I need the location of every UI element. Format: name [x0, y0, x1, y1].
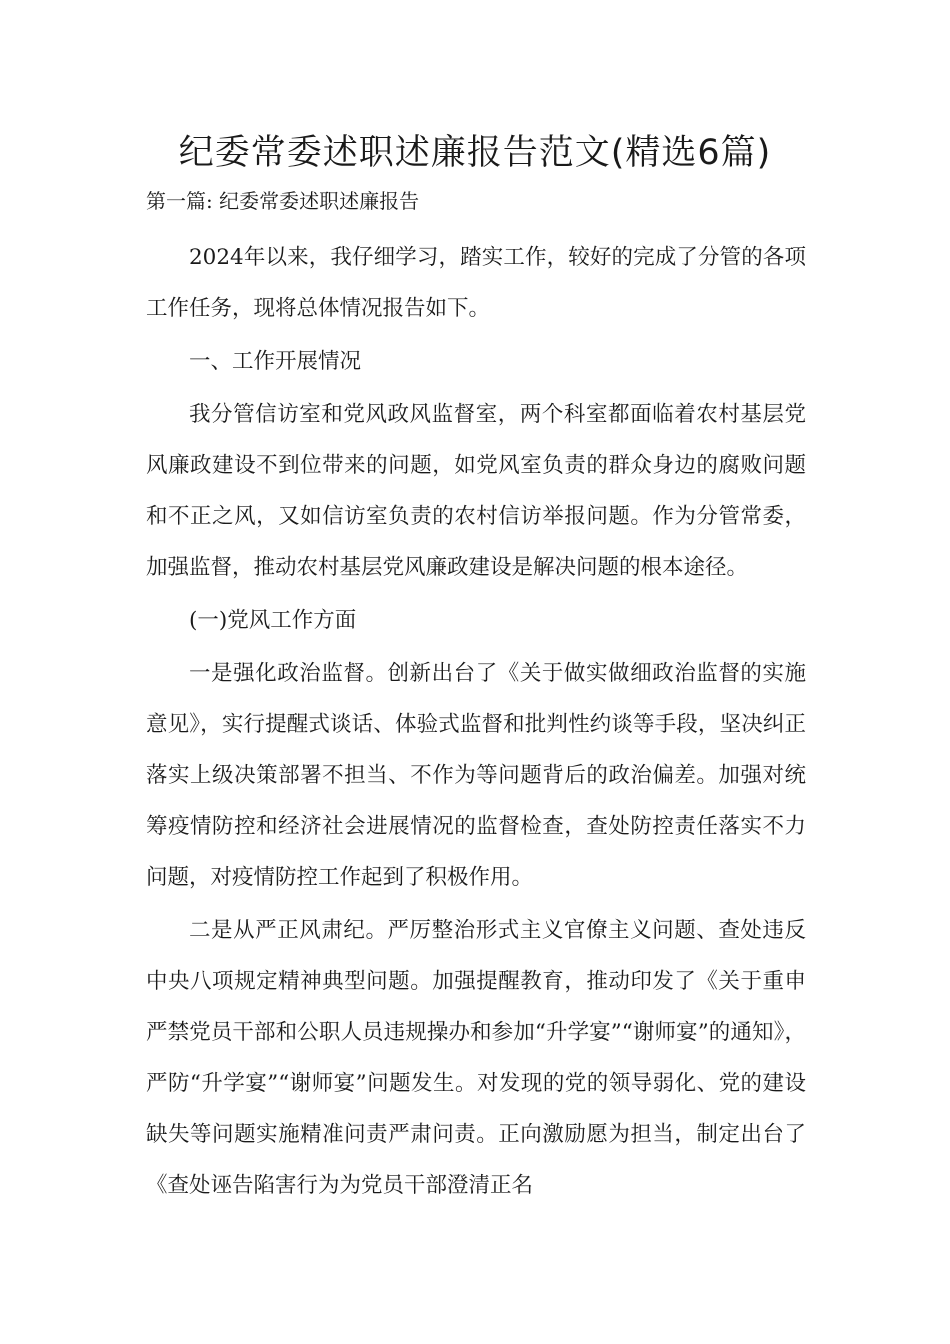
section-heading: 一、工作开展情况 [189, 349, 362, 374]
document-body [146, 232, 806, 1213]
document-title: 纪委常委述职述廉报告范文(精选6篇) [178, 133, 772, 173]
paragraph: 二是从严正风肃纪。严厉整治形式主义官僚主义问题、查处违反中央八项规定精神典型问题。加强提醒教育，推动印发了《关于重申严禁党员干部和公职人员违规操办和参加“升学宴”“谢师宴”的通知》，严防“升学宴”“谢师宴”问题发生。对发现的党的领导弱化、党的建设缺失等问题实施精准问责严肃问责。正向激励愿为担当，制定出台了《查处诬告陷害行为为党员干部澄清正名 [146, 918, 806, 1198]
paragraph: 我分管信访室和党风政风监督室，两个科室都面临着农村基层党风廉政建设不到位带来的问题，如党风室负责的群众身边的腐败问题和不正之风，又如信访室负责的农村信访举报问题。作为分管常委，加强监督，推动农村基层党风廉政建设是解决问题的根本途径。 [146, 402, 806, 580]
document-subtitle: 第一篇: 纪委常委述职述廉报告 [146, 189, 420, 213]
paragraph: 一是强化政治监督。创新出台了《关于做实做细政治监督的实施意见》，实行提醒式谈话、体验式监督和批判性约谈等手段，坚决纠正落实上级决策部署不担当、不作为等问题背后的政治偏差。加强对统筹疫情防控和经济社会进展情况的监督检查，查处防控责任落实不力问题，对疫情防控工作起到了积极作用。 [146, 661, 806, 890]
paragraph-intro: 2024年以来，我仔细学习，踏实工作，较好的完成了分管的各项工作任务，现将总体情况报告如下。 [146, 245, 806, 321]
subsection-heading: (一)党风工作方面 [189, 608, 357, 633]
